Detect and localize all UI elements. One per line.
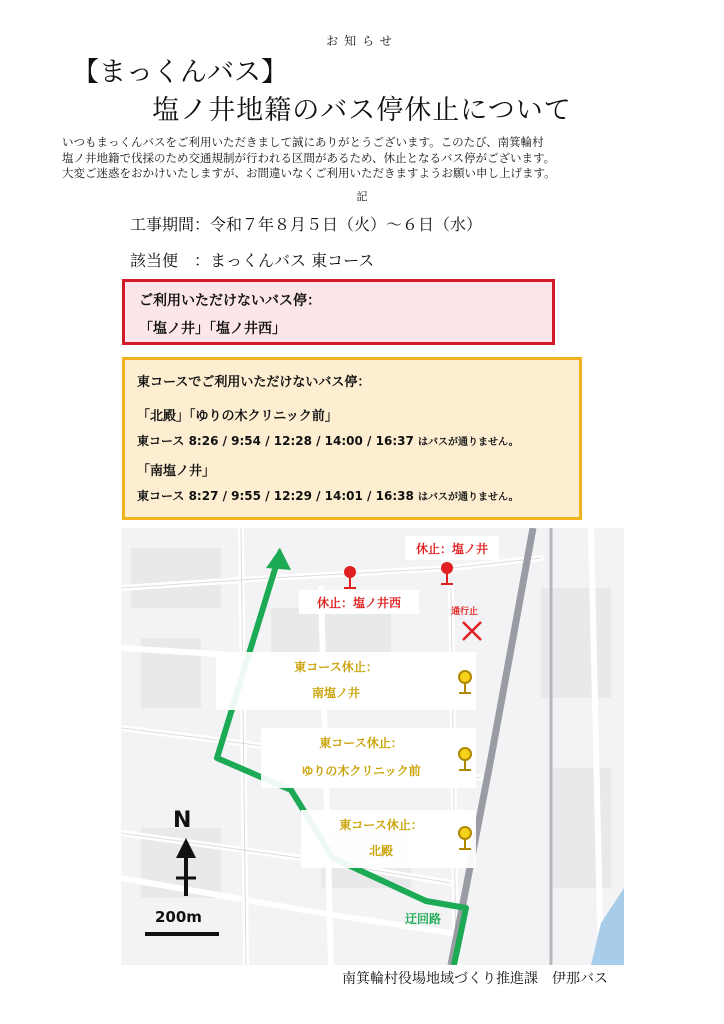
construction-period: 工事期間：令和７年８月５日（火）～６日（水） — [130, 215, 483, 234]
closed-stops-list: 「塩ノ井」「塩ノ井西」 — [139, 321, 286, 337]
closed-stops-box — [122, 279, 555, 345]
east-course-box — [122, 357, 582, 520]
intro-paragraph — [62, 135, 662, 182]
intro-line-3: 大変ご迷惑をおかけいたしますが、お間違いなくご利用いただきますようお願い申し上げます。 — [62, 166, 556, 180]
notice-label: お知らせ — [326, 34, 398, 48]
footer-credit: 南箕輪村役場地域づくり推進課 伊那バス — [342, 971, 608, 987]
route-map[interactable] — [121, 528, 624, 965]
east-closed-label-1: 東コース休止： — [294, 660, 378, 674]
north-label: N — [173, 808, 192, 833]
stop-label-shionoi-nishi: 休止：塩ノ井西 — [316, 596, 401, 610]
stop-label-shionoi: 休止：塩ノ井 — [415, 542, 488, 556]
east-group2-suffix: はバスが通りません。 — [418, 492, 519, 503]
affected-route: 該当便 ：まっくんバス 東コース — [130, 251, 375, 270]
intro-line-1: いつもまっくんバスをご利用いただきまして誠にありがとうございます。このたび、南箕輪村 — [62, 135, 544, 149]
east-group2-times-value: 東コース 8:27 / 9:55 / 12:29 / 14:01 / 16:38 — [137, 489, 414, 503]
stop-label-yurinoki: ゆりの木クリニック前 — [301, 764, 421, 778]
east-group1-stops: 「北殿」「ゆりの木クリニック前」 — [137, 409, 338, 424]
road-closed-label: 通行止 — [451, 607, 479, 617]
detour-label: 迂回路 — [405, 912, 442, 926]
east-group1-times — [137, 432, 519, 449]
east-group1-suffix: はバスが通りません。 — [418, 437, 519, 448]
east-closed-label-2: 東コース休止： — [319, 736, 403, 750]
closed-stops-heading: ご利用いただけないバス停： — [139, 293, 321, 309]
east-group2-times — [137, 487, 519, 504]
stop-label-kitatono: 北殿 — [368, 844, 393, 858]
east-closed-label-3: 東コース休止： — [339, 818, 423, 832]
ki-mark: 記 — [356, 190, 368, 203]
east-course-heading: 東コースでご利用いただけないバス停： — [137, 375, 371, 390]
stop-label-minami-shionoi: 南塩ノ井 — [311, 686, 360, 700]
title-line-2: 塩ノ井地籍のバス停休止について — [152, 95, 572, 126]
east-group2-stops: 「南塩ノ井」 — [137, 464, 216, 479]
title-line-1: 【まっくんバス】 — [72, 57, 288, 88]
scale-label: 200m — [155, 908, 202, 926]
intro-line-2: 塩ノ井地籍で伐採のため交通規制が行われる区間があるため、休止となるバス停がございます。 — [62, 150, 556, 165]
east-group1-times-value: 東コース 8:26 / 9:54 / 12:28 / 14:00 / 16:37 — [137, 434, 414, 448]
